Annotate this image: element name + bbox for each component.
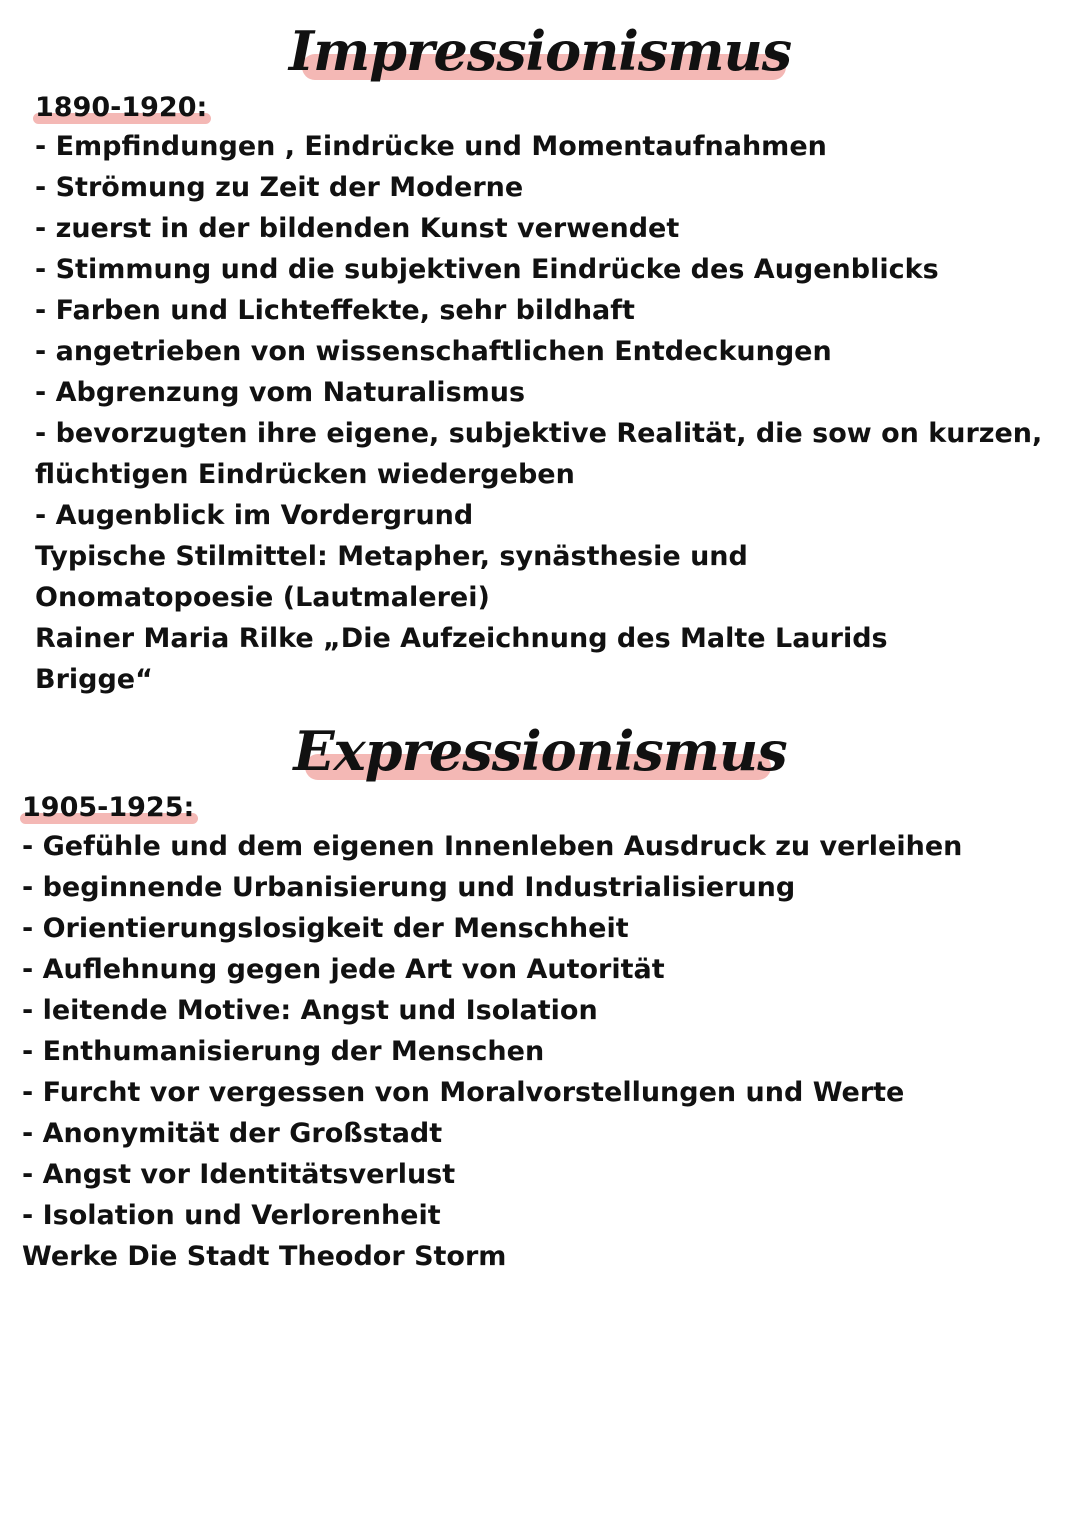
note-line: - Abgrenzung vom Naturalismus (35, 377, 526, 408)
note-line: - Furcht vor vergessen von Moralvorstellungen und Werte (22, 1077, 905, 1108)
section-body (0, 784, 1080, 1277)
section-expressionismus (0, 718, 1080, 1277)
title-block (0, 718, 1080, 784)
note-line: - Angst vor Identitätsverlust (22, 1159, 456, 1190)
section-impressionismus (0, 18, 1080, 700)
note-line: - leitende Motive: Angst und Isolation (22, 995, 598, 1026)
note-line: - Enthumanisierung der Menschen (22, 1036, 545, 1067)
date-block (22, 790, 194, 826)
section-title: Impressionismus (288, 19, 792, 83)
note-line: - Auflehnung gegen jede Art von Autorität (22, 954, 665, 985)
note-line: Werke Die Stadt Theodor Storm (22, 1241, 507, 1272)
notes-list (22, 826, 1080, 1277)
period-date: 1890-1920: (35, 92, 208, 123)
note-line: - angetrieben von wissenschaftlichen Entdeckungen (35, 336, 832, 367)
note-line: - Empfindungen , Eindrücke und Momentaufnahmen (35, 131, 827, 162)
note-line: - Isolation und Verlorenheit (22, 1200, 441, 1231)
note-line: - beginnende Urbanisierung und Industrialisierung (22, 872, 796, 903)
note-line: - Farben und Lichteffekte, sehr bildhaft (35, 295, 635, 326)
section-body (0, 84, 1080, 700)
note-line: Typische Stilmittel: Metapher, synästhesie und Onomatopoesie (Lautmalerei) (35, 541, 748, 613)
note-line: - Stimmung und die subjektiven Eindrücke des Augenblicks (35, 254, 939, 285)
note-line: - Anonymität der Großstadt (22, 1118, 443, 1149)
period-date: 1905-1925: (22, 792, 195, 823)
note-line: - Orientierungslosigkeit der Menschheit (22, 913, 629, 944)
note-line: - Strömung zu Zeit der Moderne (35, 172, 524, 203)
note-line: - Gefühle und dem eigenen Innenleben Ausdruck zu verleihen (22, 831, 963, 862)
note-line: - Augenblick im Vordergrund (35, 500, 474, 531)
notes-list (35, 126, 1080, 700)
date-block (35, 90, 207, 126)
section-title: Expressionismus (293, 719, 787, 783)
note-line: - bevorzugten ihre eigene, subjektive Realität, die sow on kurzen, flüchtigen Eindrücken wiedergeben (35, 418, 1043, 490)
note-line: - zuerst in der bildenden Kunst verwendet (35, 213, 680, 244)
note-line: Rainer Maria Rilke „Die Aufzeichnung des Malte Laurids Brigge“ (35, 623, 888, 695)
title-block (0, 18, 1080, 84)
